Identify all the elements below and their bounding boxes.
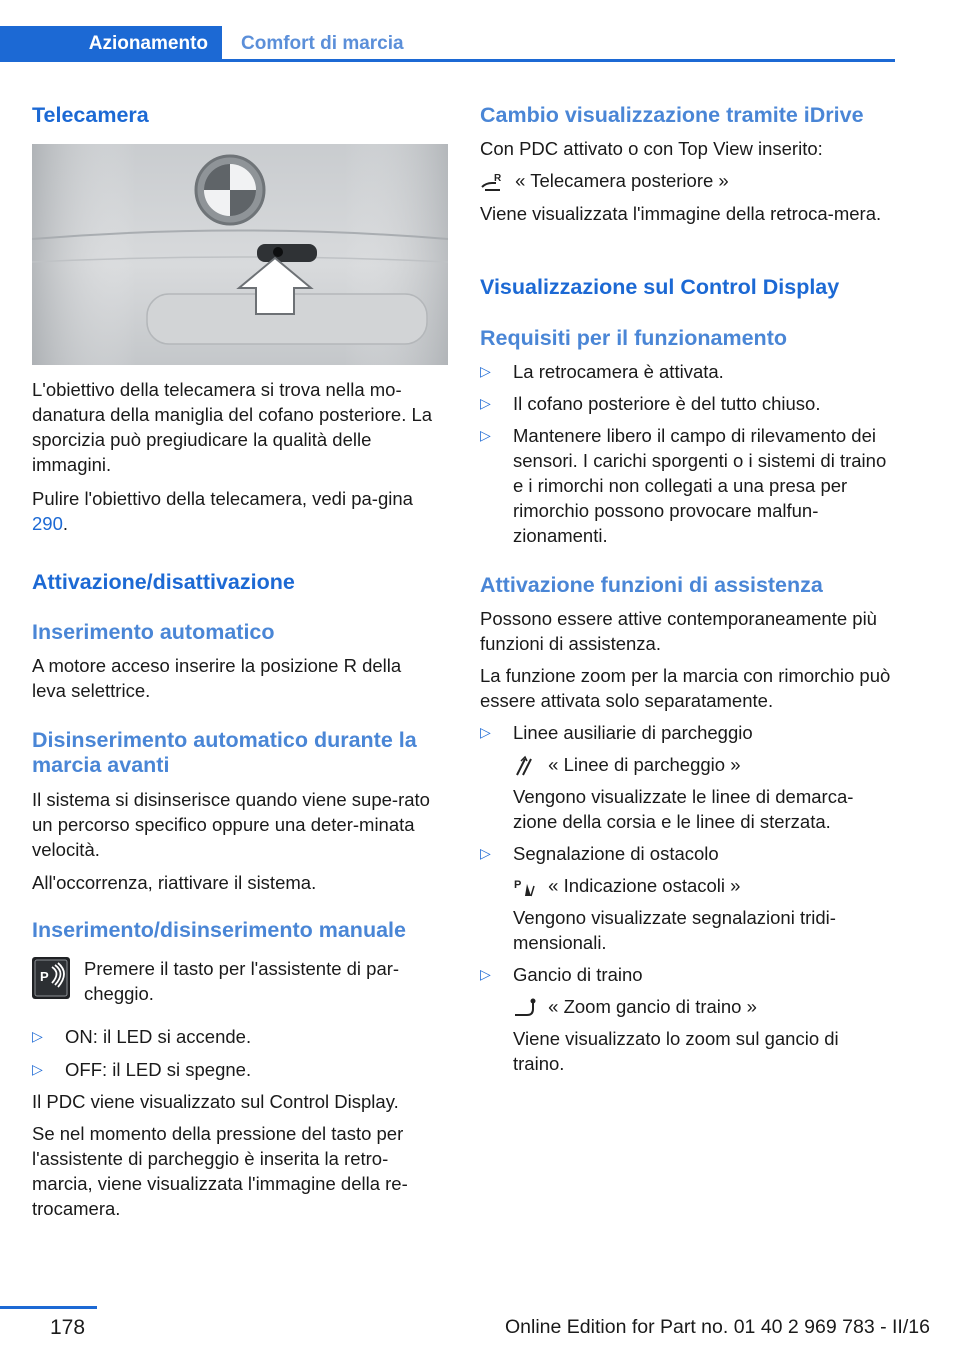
header-rule xyxy=(0,59,895,62)
paragraph-linee-desc: Vengono visualizzate le linee di demarca-zione della corsia e le linee di sterzata. xyxy=(513,786,854,832)
bullet-triangle-icon: ▷ xyxy=(480,966,491,982)
list-item-text: ON: il LED si accende. xyxy=(65,1026,252,1047)
tab-azionamento[interactable]: Azionamento xyxy=(0,26,222,62)
list-item-text: Segnalazione di ostacolo xyxy=(513,843,719,864)
menu-item-indicazione-ostacoli[interactable] xyxy=(513,873,740,898)
bullet-triangle-icon: ▷ xyxy=(480,395,491,411)
heading-cambio-visualizzazione: Cambio visualizzazione tramite iDrive xyxy=(480,103,864,127)
paragraph-funzione-zoom: La funzione zoom per la marcia con rimorchio può essere attivata solo separatamente. xyxy=(480,665,891,711)
heading-inserimento-automatico: Inserimento automatico xyxy=(32,620,275,644)
edition-note: Online Edition for Part no. 01 40 2 969 783 - II/16 xyxy=(505,1316,930,1338)
menu-item-zoom-gancio[interactable] xyxy=(513,994,757,1019)
paragraph-riattivare: All'occorrenza, riattivare il sistema. xyxy=(32,872,317,893)
paragraph-ostacoli-desc: Vengono visualizzate segnalazioni tridi-mensionali. xyxy=(513,907,836,953)
paragraph-retromarcia: Se nel momento della pressione del tasto per l'assistente di parcheggio è inserita la retro-marcia, viene visualizzata l'immagine della re-trocamera. xyxy=(32,1123,408,1219)
rear-camera-photo xyxy=(32,144,448,365)
paragraph-pdc-display: Il PDC viene visualizzato sul Control Display. xyxy=(32,1091,399,1112)
bullet-triangle-icon: ▷ xyxy=(32,1028,43,1044)
list-item-text: Mantenere libero il campo di rilevamento dei sensori. I carichi sporgenti o i sistemi di traino e i rimorchi non collegati a una presa per rimorchio possono provocare malfun-zionamenti. xyxy=(513,425,887,546)
bullet-triangle-icon: ▷ xyxy=(480,724,491,740)
menu-item-label: « Telecamera posteriore » xyxy=(515,170,729,191)
bullet-triangle-icon: ▷ xyxy=(480,363,491,379)
svg-text:P: P xyxy=(514,879,522,892)
hitch-zoom-icon xyxy=(513,997,537,1019)
list-item-text: OFF: il LED si spegne. xyxy=(65,1059,252,1080)
list-item-text: La retrocamera è attivata. xyxy=(513,361,724,382)
paragraph-premere-tasto: Premere il tasto per l'assistente di par-cheggio. xyxy=(84,958,400,1004)
heading-inserimento-manuale: Inserimento/disinserimento manuale xyxy=(32,918,406,942)
obstacle-marking-icon xyxy=(513,876,537,898)
heading-visualizzazione-control-display: Visualizzazione sul Control Display xyxy=(480,275,840,299)
svg-text:P: P xyxy=(40,969,49,984)
paragraph-pulire-text: Pulire l'obiettivo della telecamera, vedi pa-gina xyxy=(32,488,413,509)
list-item-text: Linee ausiliarie di parcheggio xyxy=(513,722,753,743)
heading-disinserimento-automatico: Disinserimento automatico durante la marcia avanti xyxy=(32,728,417,777)
paragraph-immagine-retrocamera: Viene visualizzata l'immagine della retroca-mera. xyxy=(480,203,882,224)
menu-item-linee-parcheggio[interactable] xyxy=(513,752,741,777)
paragraph-pulire-end: . xyxy=(62,513,69,534)
parking-lines-icon xyxy=(513,755,537,777)
page-link-290[interactable]: 290 xyxy=(32,513,63,534)
paragraph-gancio-desc: Viene visualizzato lo zoom sul gancio di traino. xyxy=(513,1028,839,1074)
list-item-text: Il cofano posteriore è del tutto chiuso. xyxy=(513,393,821,414)
paragraph-disinserisce: Il sistema si disinserisce quando viene supe-rato un percorso specifico oppure una deter-minata velocità. xyxy=(32,789,430,860)
heading-attivazione: Attivazione/disattivazione xyxy=(32,570,295,594)
menu-item-telecamera-posteriore[interactable] xyxy=(480,168,729,193)
svg-text:R: R xyxy=(494,173,502,185)
bullet-triangle-icon: ▷ xyxy=(480,845,491,861)
menu-item-label: « Zoom gancio di traino » xyxy=(548,996,757,1017)
menu-item-label: « Linee di parcheggio » xyxy=(548,754,741,775)
list-item-text: Gancio di traino xyxy=(513,964,643,985)
footer-rule xyxy=(0,1306,97,1309)
bullet-triangle-icon: ▷ xyxy=(32,1061,43,1077)
heading-telecamera: Telecamera xyxy=(32,103,149,127)
menu-item-label: « Indicazione ostacoli » xyxy=(548,875,741,896)
rear-camera-icon xyxy=(480,171,504,193)
chapter-tabbar xyxy=(0,26,895,62)
paragraph-obiettivo: L'obiettivo della telecamera si trova nella mo-danatura della maniglia del cofano posteriore. La sporcizia può pregiudicare la qualità delle immagini. xyxy=(32,379,433,475)
page-number: 178 xyxy=(50,1316,86,1339)
paragraph-con-pdc: Con PDC attivato o con Top View inserito: xyxy=(480,138,823,159)
paragraph-motore-acceso: A motore acceso inserire la posizione R della leva selettrice. xyxy=(32,655,402,701)
heading-attivazione-funzioni: Attivazione funzioni di assistenza xyxy=(480,573,823,597)
heading-requisiti: Requisiti per il funzionamento xyxy=(480,326,787,350)
bullet-triangle-icon: ▷ xyxy=(480,427,491,443)
paragraph-possono-essere: Possono essere attive contemporaneamente più funzioni di assistenza. xyxy=(480,608,877,654)
paragraph-pulire xyxy=(32,486,440,536)
tab-comfort-di-marcia[interactable]: Comfort di marcia xyxy=(241,33,404,54)
parking-assist-button-icon xyxy=(32,957,70,999)
